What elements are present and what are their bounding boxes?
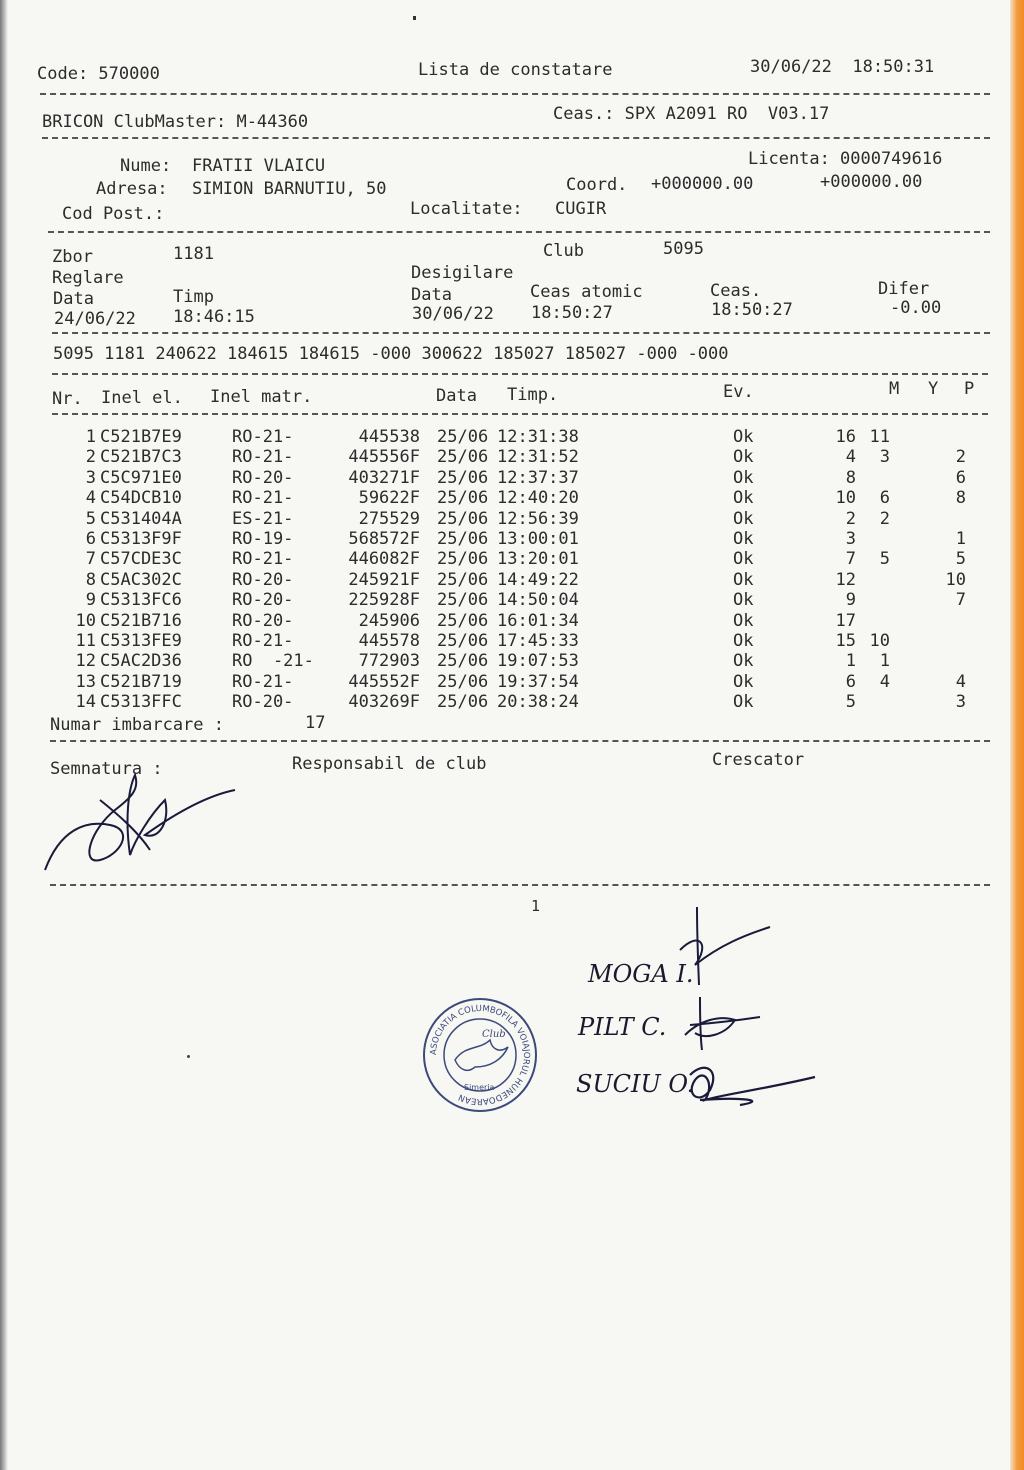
stamp-bottom-text: Simeria <box>464 1083 495 1092</box>
row-time: 17:45:33 <box>497 631 579 651</box>
desig-data-label: Data <box>411 285 452 305</box>
row-y: 4 <box>879 671 890 692</box>
col-nr: Nr. <box>52 389 83 409</box>
row-inel-el: C5313FE9 <box>100 631 182 651</box>
row-m: 3 <box>845 529 856 549</box>
semnatura-label: Semnatura : <box>50 759 163 779</box>
row-ev: Ok <box>733 467 754 488</box>
row-nr: 9 <box>85 590 96 611</box>
table-row <box>0 610 1000 633</box>
row-inel-matr: 772903 <box>358 651 420 672</box>
club-value: 5095 <box>663 239 704 259</box>
row-inel-el: C5AC302C <box>100 569 182 590</box>
row-m: 15 <box>835 631 856 651</box>
row-nr: 2 <box>85 447 96 468</box>
table-row <box>0 569 1000 592</box>
row-country: RO-19- <box>232 529 294 549</box>
ceas-label: Ceas. <box>710 281 762 301</box>
row-time: 12:40:20 <box>497 488 579 509</box>
row-p: 5 <box>955 549 966 570</box>
table-row <box>0 429 1000 449</box>
reglare-timp-label: Timp <box>173 287 214 307</box>
col-p: P <box>964 379 975 399</box>
row-inel-matr: 445538 <box>358 427 420 447</box>
row-inel-el: C521B7C3 <box>100 447 182 468</box>
responsabil-label: Responsabil de club <box>292 754 487 774</box>
row-nr: 10 <box>75 610 96 631</box>
row-inel-matr: 445556F <box>348 447 420 468</box>
row-inel-el: C531404A <box>100 508 182 529</box>
row-date: 25/06 <box>437 610 489 631</box>
speck <box>413 16 416 20</box>
row-ev: Ok <box>733 671 754 692</box>
row-p: 4 <box>955 671 966 692</box>
row-p: 10 <box>945 569 966 590</box>
row-date: 25/06 <box>437 467 489 488</box>
row-date: 25/06 <box>437 631 489 651</box>
print-datetime: 30/06/22 18:50:31 <box>750 57 935 77</box>
row-date: 25/06 <box>437 590 489 611</box>
row-country: RO-20- <box>232 692 294 713</box>
row-date: 25/06 <box>437 692 489 713</box>
row-nr: 4 <box>85 488 96 509</box>
divider <box>52 373 988 375</box>
signature-3-scribble <box>680 1055 820 1115</box>
row-ev: Ok <box>733 610 754 631</box>
licence-number: 0000749616 <box>840 149 943 169</box>
row-inel-el: C5313FFC <box>100 692 182 713</box>
row-ev: Ok <box>733 427 754 447</box>
row-time: 19:37:54 <box>497 671 579 692</box>
divider <box>48 231 990 233</box>
row-y: 11 <box>869 427 890 447</box>
row-date: 25/06 <box>437 529 489 549</box>
table-row <box>0 633 1000 653</box>
signature-1-scribble <box>665 905 785 995</box>
divider <box>40 93 990 95</box>
row-time: 12:31:52 <box>497 447 579 468</box>
locality-value: CUGIR <box>555 199 607 219</box>
clock-time: 18:50:27 <box>711 300 793 320</box>
row-inel-matr: 275529 <box>358 508 420 529</box>
row-time: 13:20:01 <box>497 549 579 570</box>
row-nr: 8 <box>85 569 96 590</box>
speck <box>187 1055 190 1058</box>
row-m: 10 <box>835 488 856 509</box>
zbor-label: Zbor <box>52 247 93 267</box>
count-value: 17 <box>305 713 326 733</box>
postcode-label: Cod Post.: <box>62 204 165 224</box>
row-country: RO-21- <box>232 427 294 447</box>
row-y: 10 <box>869 631 890 651</box>
row-time: 16:01:34 <box>497 610 579 631</box>
row-inel-el: C5AC2D36 <box>100 651 182 672</box>
ceas-atomic-label: Ceas atomic <box>530 282 643 302</box>
table-row <box>0 592 1000 612</box>
row-nr: 1 <box>85 427 96 447</box>
row-m: 12 <box>835 569 856 590</box>
row-inel-matr: 245921F <box>348 569 420 590</box>
row-time: 20:38:24 <box>497 692 579 713</box>
table-row <box>0 508 1000 531</box>
row-ev: Ok <box>733 692 754 713</box>
row-country: RO-21- <box>232 671 294 692</box>
row-inel-matr: 245906 <box>358 610 420 631</box>
reglare-data-label: Data <box>53 289 94 309</box>
divider <box>50 884 990 886</box>
owner-address: SIMION BARNUTIU, 50 <box>192 179 387 199</box>
reglare-label: Reglare <box>52 268 124 288</box>
row-country: RO-20- <box>232 610 294 631</box>
code-label: Code: 570000 <box>37 64 160 84</box>
scan-left-edge <box>0 0 8 1470</box>
col-ev: Ev. <box>723 382 754 402</box>
col-m: M <box>889 379 900 399</box>
zbor-value: 1181 <box>173 244 214 264</box>
count-label: Numar imbarcare : <box>50 715 224 735</box>
row-p: 6 <box>955 467 966 488</box>
scan-right-edge <box>1010 0 1024 1470</box>
row-inel-el: C5313FC6 <box>100 590 182 611</box>
row-nr: 14 <box>75 692 96 713</box>
row-nr: 11 <box>75 631 96 651</box>
page-number: 1 <box>531 897 541 915</box>
col-inel-matr: Inel matr. <box>210 387 313 407</box>
table-row <box>0 694 1000 714</box>
row-time: 12:37:37 <box>497 467 579 488</box>
row-m: 16 <box>835 427 856 447</box>
club-stamp <box>420 995 540 1115</box>
row-time: 13:00:01 <box>497 529 579 549</box>
row-m: 1 <box>845 651 856 672</box>
handwritten-name-2: PILT C. <box>578 1013 667 1041</box>
crescator-label: Crescator <box>712 750 805 770</box>
row-m: 8 <box>845 467 856 488</box>
row-inel-el: C54DCB10 <box>100 488 182 509</box>
row-country: RO-20- <box>232 569 294 590</box>
row-country: RO-21- <box>232 549 294 570</box>
row-inel-matr: 568572F <box>348 529 420 549</box>
stamp-ring-text: ASOCIATIA COLUMBOFILA VOIAJORUL HUNEDOAREAN <box>428 1003 532 1107</box>
row-time: 12:56:39 <box>497 508 579 529</box>
stamp-center-text: Club <box>482 1029 506 1040</box>
row-country: ES-21- <box>232 508 294 529</box>
row-ev: Ok <box>733 631 754 651</box>
owner-name: FRATII VLAICU <box>192 156 326 176</box>
handwritten-name-1: MOGA I. <box>588 960 694 988</box>
row-time: 12:31:38 <box>497 427 579 447</box>
row-nr: 5 <box>85 508 96 529</box>
row-p: 7 <box>955 590 966 611</box>
row-time: 14:49:22 <box>497 569 579 590</box>
row-country: RO-20- <box>232 590 294 611</box>
row-inel-matr: 225928F <box>348 590 420 611</box>
device-id: BRICON ClubMaster: M-44360 <box>42 112 309 132</box>
row-ev: Ok <box>733 651 754 672</box>
row-nr: 6 <box>85 529 96 549</box>
reglare-date: 24/06/22 <box>54 309 136 329</box>
row-nr: 3 <box>85 467 96 488</box>
row-inel-matr: 446082F <box>348 549 420 570</box>
row-y: 5 <box>879 549 890 570</box>
row-p: 2 <box>955 447 966 468</box>
row-inel-el: C5C971E0 <box>100 467 182 488</box>
row-y: 3 <box>879 447 890 468</box>
row-inel-matr: 403271F <box>348 467 420 488</box>
difer-label: Difer <box>878 279 930 299</box>
row-ev: Ok <box>733 590 754 611</box>
row-y: 6 <box>879 488 890 509</box>
col-timp: Timp. <box>507 385 559 405</box>
row-time: 19:07:53 <box>497 651 579 672</box>
row-date: 25/06 <box>437 569 489 590</box>
row-p: 1 <box>955 529 966 549</box>
col-y: Y <box>928 379 939 399</box>
col-data: Data <box>436 386 477 406</box>
row-inel-el: C521B716 <box>100 610 182 631</box>
row-ev: Ok <box>733 569 754 590</box>
table-row <box>0 467 1000 490</box>
row-p: 3 <box>955 692 966 713</box>
row-m: 2 <box>845 508 856 529</box>
row-m: 7 <box>845 549 856 570</box>
row-date: 25/06 <box>437 447 489 468</box>
locality-label: Localitate: <box>410 199 523 219</box>
difference-value: -0.00 <box>890 298 942 318</box>
row-country: RO -21- <box>232 651 314 672</box>
row-nr: 13 <box>75 671 96 692</box>
table-row <box>0 551 1000 571</box>
row-time: 14:50:04 <box>497 590 579 611</box>
divider <box>50 740 990 742</box>
club-label: Club <box>543 241 584 261</box>
table-row <box>0 653 1000 673</box>
row-country: RO-20- <box>232 467 294 488</box>
row-country: RO-21- <box>232 631 294 651</box>
row-m: 17 <box>835 610 856 631</box>
row-ev: Ok <box>733 549 754 570</box>
row-ev: Ok <box>733 447 754 468</box>
row-inel-matr: 403269F <box>348 692 420 713</box>
row-nr: 12 <box>75 651 96 672</box>
row-date: 25/06 <box>437 651 489 672</box>
divider <box>42 137 990 139</box>
flight-code-line: 5095 1181 240622 184615 184615 -000 300622 185027 185027 -000 -000 <box>53 344 729 364</box>
row-date: 25/06 <box>437 508 489 529</box>
desigilare-label: Desigilare <box>411 263 514 283</box>
document-title: Lista de constatare <box>418 60 613 80</box>
row-date: 25/06 <box>437 549 489 570</box>
row-ev: Ok <box>733 488 754 509</box>
divider <box>52 332 990 334</box>
name-label: Nume: <box>120 156 172 176</box>
row-m: 6 <box>845 671 856 692</box>
coord-y: +000000.00 <box>820 172 923 192</box>
row-country: RO-21- <box>232 447 294 468</box>
table-row <box>0 531 1000 551</box>
coord-x: +000000.00 <box>651 174 754 194</box>
row-p: 8 <box>955 488 966 509</box>
atomic-time: 18:50:27 <box>531 303 613 323</box>
row-inel-matr: 445578 <box>358 631 420 651</box>
row-nr: 7 <box>85 549 96 570</box>
row-date: 25/06 <box>437 427 489 447</box>
row-ev: Ok <box>733 529 754 549</box>
signature-2-scribble <box>680 995 770 1055</box>
row-inel-el: C57CDE3C <box>100 549 182 570</box>
reglare-time: 18:46:15 <box>173 307 255 327</box>
divider <box>52 413 988 415</box>
col-inel-el: Inel el. <box>101 388 183 408</box>
row-m: 5 <box>845 692 856 713</box>
row-date: 25/06 <box>437 488 489 509</box>
coord-label: Coord. <box>566 175 628 195</box>
table-row <box>0 490 1000 510</box>
row-ev: Ok <box>733 508 754 529</box>
row-m: 4 <box>845 447 856 468</box>
row-inel-matr: 59622F <box>358 488 420 509</box>
signature-scribble <box>40 760 250 880</box>
row-inel-el: C5313F9F <box>100 529 182 549</box>
licence-label: Licenta: <box>748 149 830 169</box>
row-y: 1 <box>879 651 890 672</box>
row-date: 25/06 <box>437 671 489 692</box>
row-inel-el: C521B719 <box>100 671 182 692</box>
desig-date: 30/06/22 <box>412 304 494 324</box>
row-m: 9 <box>845 590 856 611</box>
handwritten-name-3: SUCIU O. <box>576 1070 695 1098</box>
row-y: 2 <box>879 508 890 529</box>
clock-id: Ceas.: SPX A2091 RO V03.17 <box>553 104 830 124</box>
row-inel-matr: 445552F <box>348 671 420 692</box>
table-row <box>0 671 1000 694</box>
table-row <box>0 449 1000 469</box>
row-inel-el: C521B7E9 <box>100 427 182 447</box>
address-label: Adresa: <box>96 179 168 199</box>
row-country: RO-21- <box>232 488 294 509</box>
